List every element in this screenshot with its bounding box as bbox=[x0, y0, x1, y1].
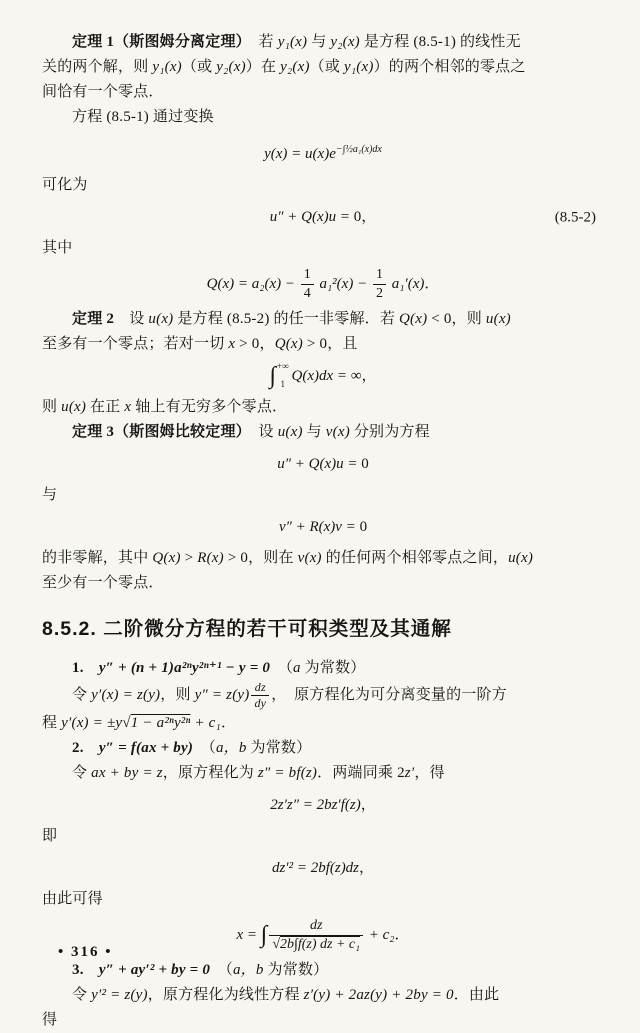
equation-integral-condition: ∫ +∞ 1 Q(x)dx = ∞， bbox=[269, 361, 377, 390]
equation-v: v″ + R(x)v = 0 bbox=[278, 519, 368, 536]
theorem1-line1: 定理 1（斯图姆分离定理） 若 y₁(x) 与 y₂(x) 是方程 (8.5-1) 的线性无 bbox=[72, 34, 521, 50]
page-number: • 316 • bbox=[58, 944, 113, 960]
equation-8-5-2: u″ + Q(x)u = 0， (8.5-2) bbox=[42, 204, 604, 231]
equation-dz: dz′² = 2bf(z)dz， bbox=[271, 859, 375, 876]
item3-equation-line: 3. y″ + ay′² + by = 0 （a，b 为常数） bbox=[72, 961, 329, 978]
equation-u: u″ + Q(x)u = 0 bbox=[277, 456, 369, 473]
equation-2zz: 2z′z″ = 2bz′f(z)， bbox=[270, 796, 376, 813]
item1-equation-line: 1. y″ + (n + 1)a²ⁿy²ⁿ⁺¹ − y = 0 （a 为常数） bbox=[72, 660, 366, 677]
theorem1-line2: 关的两个解，则 y₁(x)（或 y₂(x)）在 y₂(x)（或 y₁(x)）的两个相邻的零点之 bbox=[42, 59, 526, 75]
theorem3-line3: 至少有一个零点． bbox=[42, 575, 164, 592]
reduces-to-label: 可化为 bbox=[42, 177, 88, 193]
hence-label: 由此可得 bbox=[42, 890, 103, 907]
item1-solution-line1: 令 y′(x) = z(y)，则 y″ = z(y) $\frac{dz}{dy}$ ， 原方程化为可分离变量的一阶方 bbox=[72, 680, 507, 711]
section-heading: 8.5.2. 二阶微分方程的若干可积类型及其通解 bbox=[42, 618, 452, 641]
where-label: 其中 bbox=[42, 240, 73, 256]
theorem1-line3: 间恰有一个零点． bbox=[42, 84, 164, 100]
item2-equation-line: 2. y″ = f(ax + by) （a，b 为常数） bbox=[72, 739, 312, 756]
equation-transform: $y(x) = u(x)e^{-\int\frac{1}{2}a_1(x)dx}$ bbox=[264, 144, 382, 162]
that-is-label: 即 bbox=[42, 827, 58, 844]
equation-Q-definition: Q(x) = a₂(x) − $\frac{1}{4}$ a₁²(x) − $\frac{1}{2}$ a₁′(x)． bbox=[206, 267, 440, 302]
transform-intro-line: 方程 (8.5-1) 通过变换 bbox=[72, 109, 214, 125]
and-label: 与 bbox=[42, 487, 58, 504]
item1-solution-line2: 程 y′(x) = ±y√1 − a²ⁿy²ⁿ + c₁． bbox=[42, 714, 237, 731]
theorem3-line1: 定理 3（斯图姆比较定理） 设 u(x) 与 v(x) 分别为方程 bbox=[72, 424, 430, 441]
equation-number: (8.5-2) bbox=[554, 209, 596, 225]
theorem2-line1: 定理 2 设 u(x) 是方程 (8.5-2) 的任一非零解．若 Q(x) < 0，则 u(x) bbox=[72, 311, 511, 328]
theorem2-line2: 至多有一个零点；若对一切 x > 0，Q(x) > 0，且 bbox=[42, 336, 358, 353]
theorem3-line2: 的非零解，其中 Q(x) > R(x) > 0，则在 v(x) 的任何两个相邻零点之间，u(x) bbox=[42, 550, 534, 567]
theorem2-conclusion: 则 u(x) 在正 x 轴上有无穷多个零点． bbox=[42, 399, 288, 416]
item3-solution-line1: 令 y′² = z(y)，原方程化为线性方程 z′(y) + 2az(y) + 2by = 0．由此 bbox=[72, 986, 500, 1003]
item3-solution-line2: 得 bbox=[42, 1011, 58, 1028]
equation-x-integral: x = ∫ $\frac{dz}{\text{√2b∫f(z) dz + c₁}}$ + c₂． bbox=[236, 917, 410, 952]
item2-solution-line1: 令 ax + by = z，原方程化为 z″ = bf(z)．两端同乘 2z′，得 bbox=[72, 764, 445, 781]
